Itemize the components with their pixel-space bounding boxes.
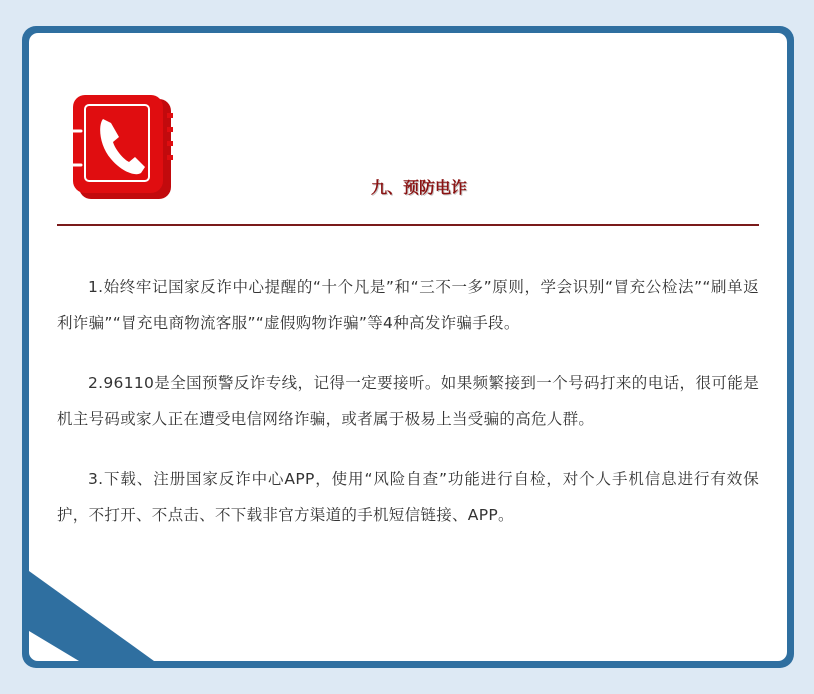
paragraph-3: 3.下载、注册国家反诈中心APP，使用“风险自查”功能进行自检，对个人手机信息进行有效保护，不打开、不点击、不下载非官方渠道的手机短信链接、APP。 [57, 470, 759, 524]
paragraph-2: 2.96110是全国预警反诈专线，记得一定要接听。如果频繁接到一个号码打来的电话，很可能是机主号码或家人正在遭受电信网络诈骗，或者属于极易上当受骗的高危人群。 [57, 374, 759, 428]
corner-decoration [29, 571, 189, 661]
phone-book-icon [65, 93, 175, 203]
card-body [29, 33, 787, 661]
title-divider [57, 224, 759, 226]
card-frame [22, 26, 794, 668]
paragraph-1: 1.始终牢记国家反诈中心提醒的“十个凡是”和“三不一多”原则，学会识别“冒充公检法”“刷单返利诈骗”“冒充电商物流客服”“虚假购物诈骗”等4种高发诈骗手段。 [57, 278, 759, 332]
content-body [57, 269, 759, 557]
section-title: 九、预防电诈 [370, 178, 467, 197]
